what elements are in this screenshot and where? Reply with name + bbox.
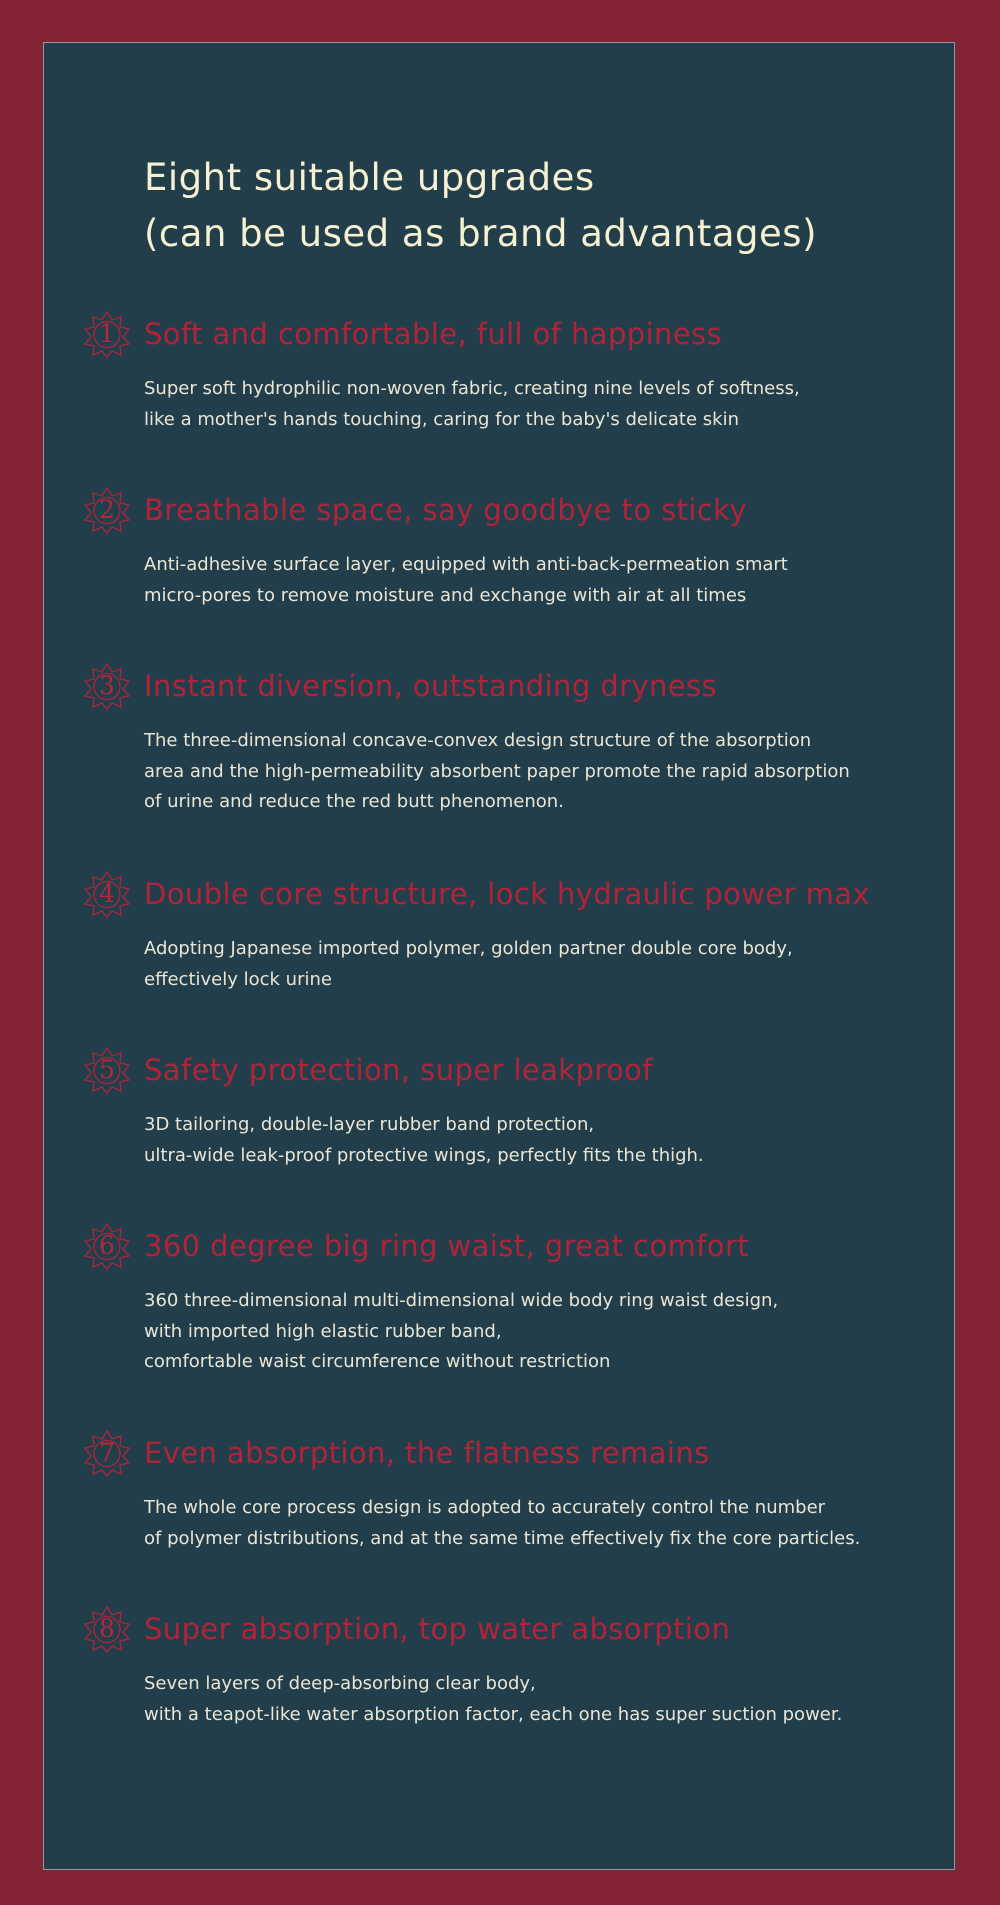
item-description bbox=[144, 374, 800, 435]
item-number: 4 bbox=[99, 879, 115, 908]
item-description-line: Seven layers of deep-absorbing clear body, bbox=[144, 1673, 536, 1694]
item-description-line: micro-pores to remove moisture and exchange with air at all times bbox=[144, 584, 747, 606]
item-description-line: effectively lock urine bbox=[144, 968, 332, 990]
item-description-line: 360 three-dimensional multi-dimensional wide body ring waist design, bbox=[144, 1290, 779, 1311]
ornate-number-badge-icon bbox=[83, 662, 131, 710]
item-description-line: with a teapot-like water absorption factor, each one has super suction power. bbox=[144, 1703, 843, 1725]
item-title: Breathable space, say goodbye to sticky bbox=[144, 493, 747, 527]
item-description-line: comfortable waist circumference without restriction bbox=[144, 1351, 611, 1372]
ornate-number-badge-icon bbox=[83, 1429, 131, 1477]
ornate-number-badge-icon bbox=[83, 870, 131, 918]
item-description bbox=[144, 934, 793, 995]
item-title: Safety protection, super leakproof bbox=[144, 1053, 653, 1087]
ornate-number-badge-icon bbox=[83, 486, 131, 534]
page-heading bbox=[144, 150, 817, 262]
item-description-line: Anti-adhesive surface layer, equipped with anti-back-permeation smart bbox=[144, 554, 788, 575]
item-description-line: Super soft hydrophilic non-woven fabric, creating nine levels of softness, bbox=[144, 378, 800, 399]
ornate-number-badge-icon bbox=[83, 310, 131, 358]
item-number: 7 bbox=[99, 1438, 115, 1467]
item-description-line: The three-dimensional concave-convex design structure of the absorption bbox=[144, 730, 812, 751]
heading-line-2: (can be used as brand advantages) bbox=[144, 212, 818, 255]
ornate-number-badge-icon bbox=[83, 1046, 131, 1094]
item-description bbox=[144, 1493, 860, 1554]
item-description bbox=[144, 1286, 778, 1378]
item-description bbox=[144, 1110, 704, 1171]
item-description bbox=[144, 550, 788, 611]
item-description-line: of polymer distributions, and at the same time effectively fix the core particles. bbox=[144, 1527, 861, 1549]
item-number: 3 bbox=[99, 671, 115, 700]
item-description-line: with imported high elastic rubber band, bbox=[144, 1320, 502, 1342]
item-description-line: Adopting Japanese imported polymer, golden partner double core body, bbox=[144, 938, 793, 959]
item-number: 2 bbox=[99, 495, 115, 524]
item-description-line: like a mother's hands touching, caring for the baby's delicate skin bbox=[144, 408, 739, 430]
item-title: 360 degree big ring waist, great comfort bbox=[144, 1229, 750, 1263]
ornate-number-badge-icon bbox=[83, 1605, 131, 1653]
item-description-line: area and the high-permeability absorbent paper promote the rapid absorption bbox=[144, 760, 850, 782]
item-description-line: ultra-wide leak-proof protective wings, perfectly fits the thigh. bbox=[144, 1144, 704, 1166]
item-number: 8 bbox=[99, 1614, 115, 1643]
item-description bbox=[144, 1669, 842, 1730]
item-number: 5 bbox=[99, 1055, 115, 1084]
item-title: Even absorption, the flatness remains bbox=[144, 1436, 710, 1470]
item-description-line: The whole core process design is adopted to accurately control the number bbox=[144, 1497, 826, 1518]
item-title: Soft and comfortable, full of happiness bbox=[144, 317, 723, 351]
ornate-number-badge-icon bbox=[83, 1222, 131, 1270]
item-description bbox=[144, 726, 850, 818]
item-number: 6 bbox=[99, 1231, 115, 1260]
item-title: Instant diversion, outstanding dryness bbox=[144, 669, 717, 703]
item-description-line: 3D tailoring, double-layer rubber band protection, bbox=[144, 1114, 595, 1135]
heading-line-1: Eight suitable upgrades bbox=[144, 156, 595, 199]
item-title: Super absorption, top water absorption bbox=[144, 1612, 731, 1646]
item-number: 1 bbox=[99, 319, 115, 348]
item-description-line: of urine and reduce the red butt phenomenon. bbox=[144, 791, 564, 812]
item-title: Double core structure, lock hydraulic power max bbox=[144, 877, 870, 911]
